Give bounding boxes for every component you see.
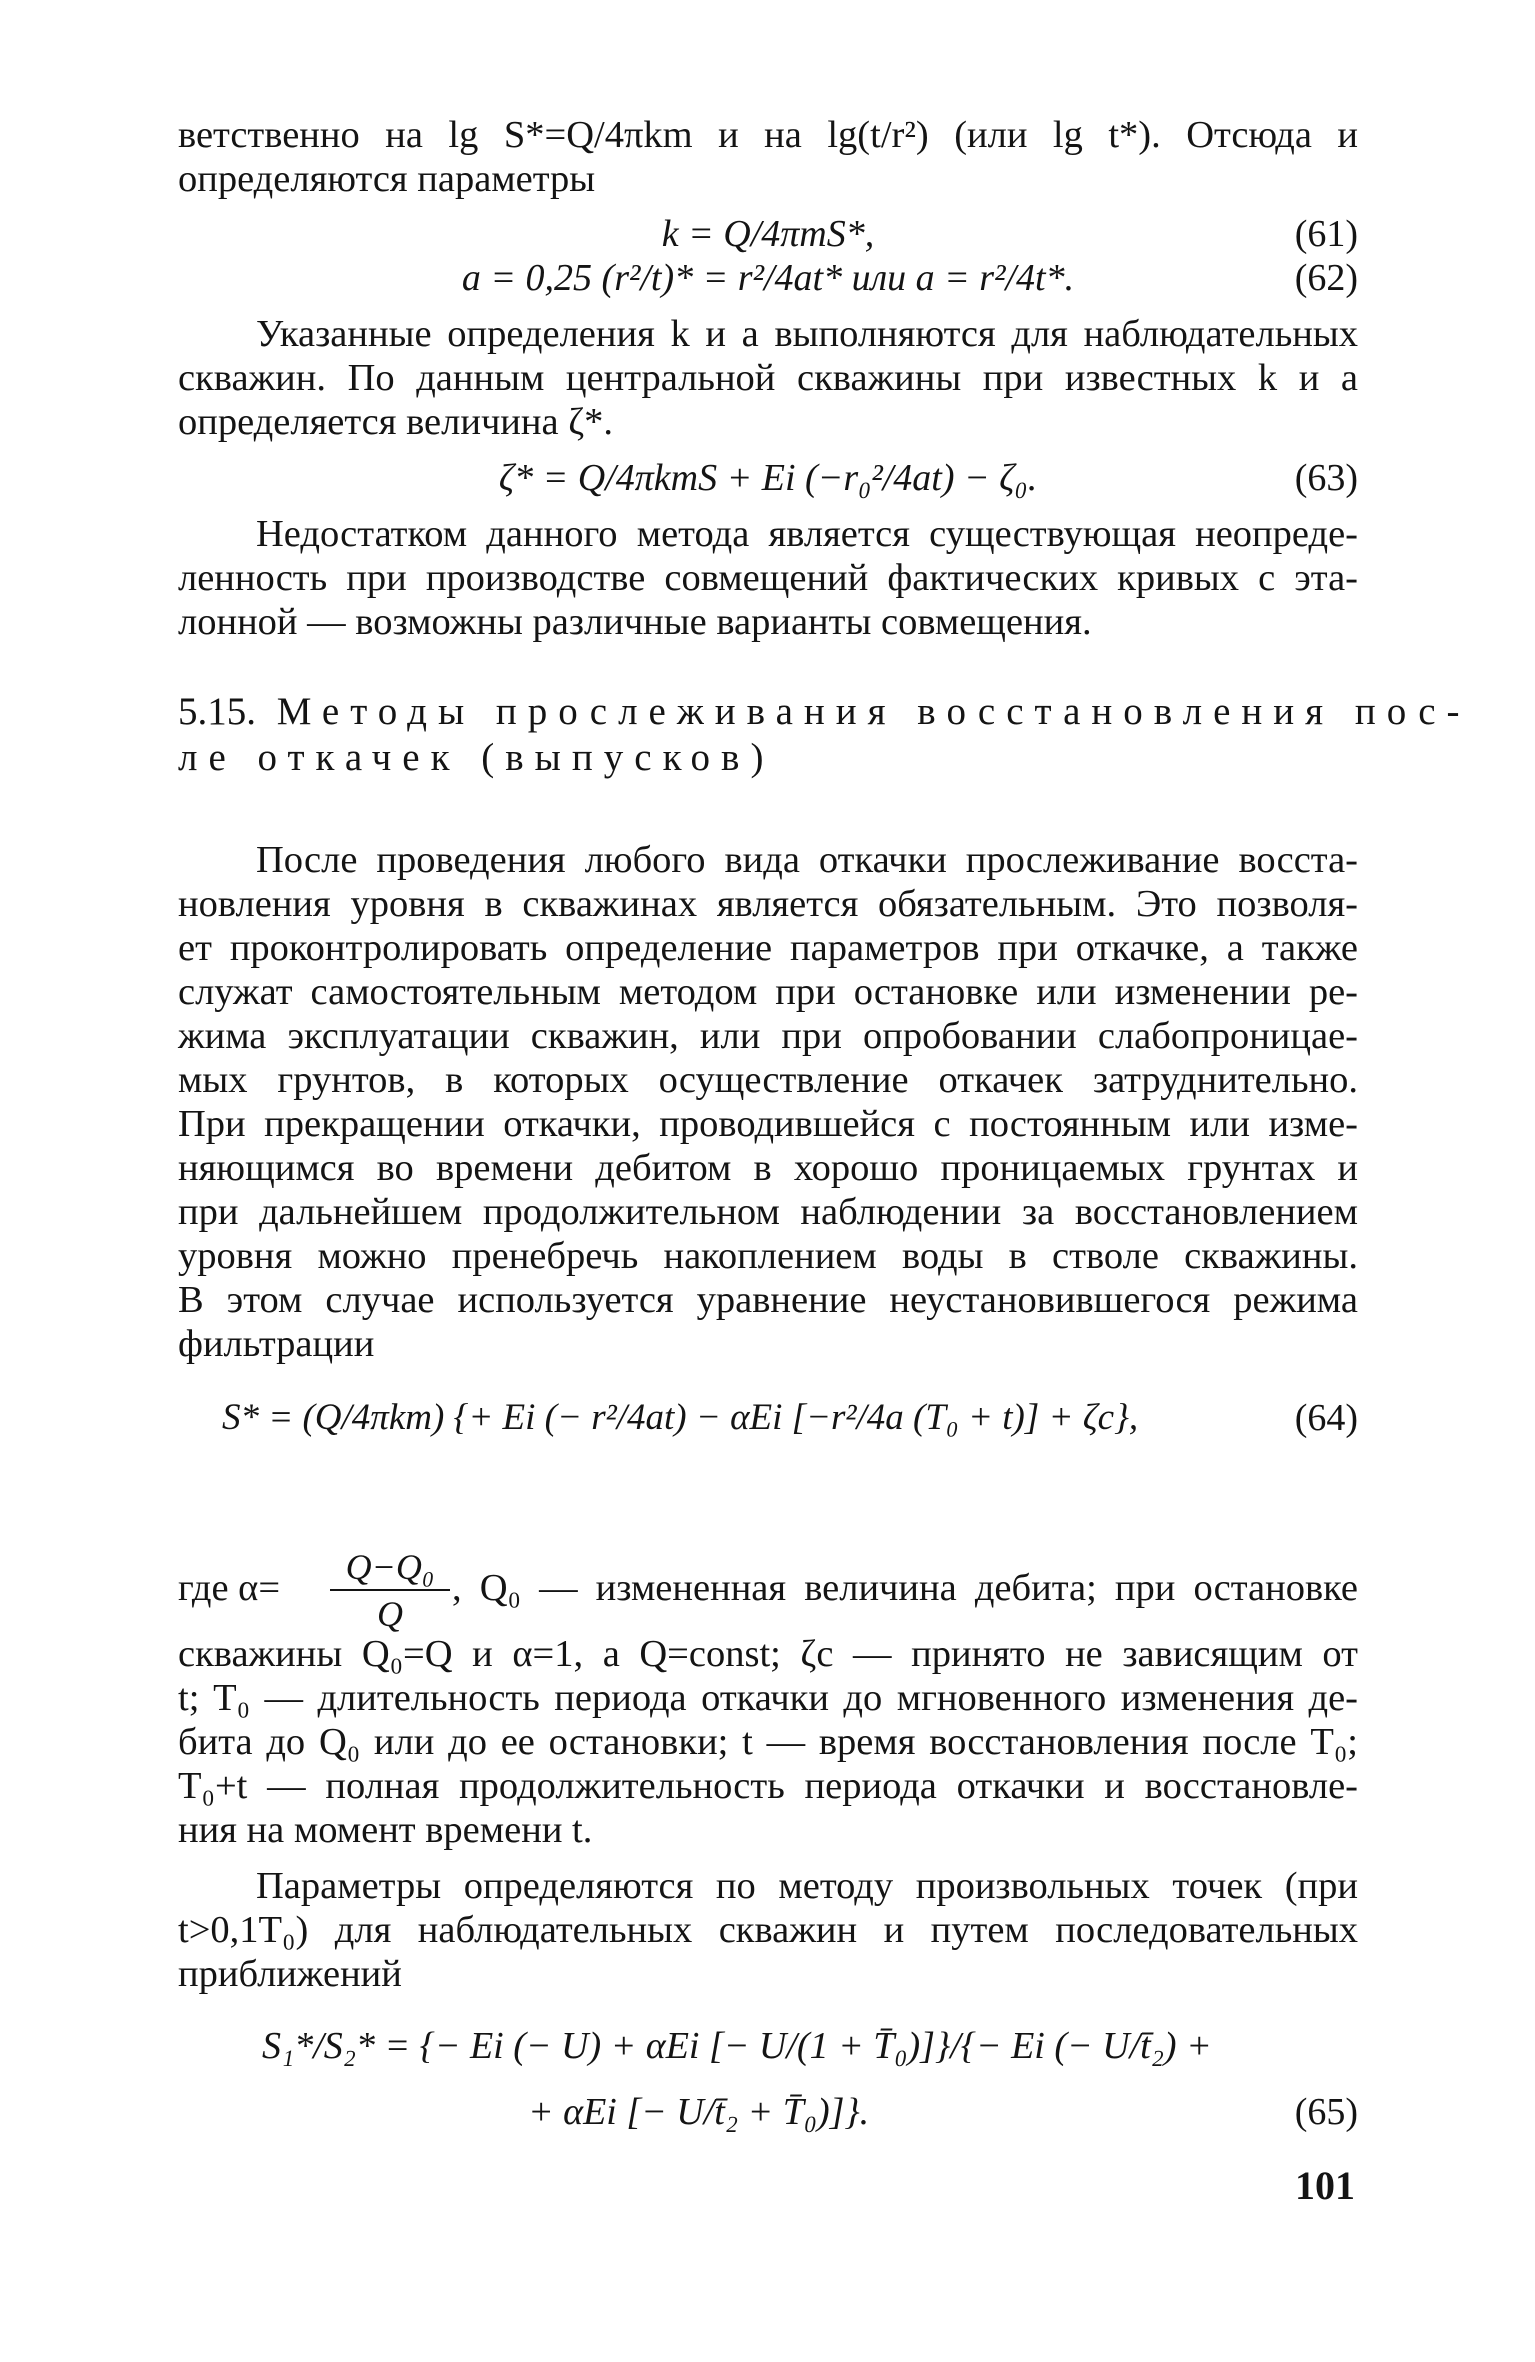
text-line: ет проконтролировать определение параметров при откачке, а также <box>178 927 1358 969</box>
equation-62: a = 0,25 (r²/t)* = r²/4at* или a = r²/4t*. <box>461 257 1075 299</box>
text-line: уровня можно пренебречь накоплением воды в стволе скважины. <box>178 1235 1358 1277</box>
equation-number: (61) <box>1294 213 1358 255</box>
equation-number: (62) <box>1294 257 1358 299</box>
text-line: Недостатком данного метода является существующая неопреде- <box>256 513 1358 555</box>
text-line: ния на момент времени t. <box>178 1809 593 1851</box>
text-line: определяется величина ζ*. <box>178 401 614 443</box>
text-line: лонной — возможны различные варианты совмещения. <box>178 601 1092 643</box>
alpha-prefix: где α= <box>178 1567 281 1609</box>
text-line: приближений <box>178 1953 402 1995</box>
text-line: служат самостоятельным методом при остановке или изменении ре- <box>178 971 1358 1013</box>
equation-number: (64) <box>1294 1397 1358 1439</box>
text-line: t; T₀ — длительность периода откачки до мгновенного изменения де- <box>178 1677 1358 1719</box>
text-line: В этом случае используется уравнение неустановившегося режима <box>178 1279 1358 1321</box>
text-line: жима эксплуатации скважин, или при опробовании слабопроницае- <box>178 1015 1358 1057</box>
text-line: при дальнейшем продолжительном наблюдении за восстановлением <box>178 1191 1358 1233</box>
equation-63: ζ* = Q/4πkmS + Ei (−r₀²/4at) − ζ₀. <box>498 457 1038 499</box>
section-number: 5.15. <box>178 690 256 733</box>
text-line: фильтрации <box>178 1323 375 1365</box>
alpha-fraction <box>330 1545 450 1637</box>
equation-65-part2: + αEi [− U/t̄₂ + T̄₀)]}. <box>528 2091 870 2133</box>
text-line: После проведения любого вида откачки прослеживание восста- <box>256 839 1358 881</box>
section-heading <box>178 690 1471 734</box>
page-number: 101 <box>1295 2163 1355 2208</box>
text-line: t>0,1T₀) для наблюдательных скважин и путем последовательных <box>178 1909 1358 1951</box>
text-line: При прекращении откачки, проводившейся с постоянным или изме- <box>178 1103 1358 1145</box>
section-heading-cont: ле откачек (выпусков) <box>178 736 775 779</box>
equation-64: S* = (Q/4πkm) {+ Ei (− r²/4at) − αEi [−r²/4a (T₀ + t)] + ζc}, <box>222 1397 1139 1438</box>
equation-61: k = Q/4πmS*, <box>661 213 875 255</box>
fraction-denominator: Q <box>377 1594 403 1634</box>
text-line: определяются параметры <box>178 158 596 200</box>
text-line: скважины Q₀=Q и α=1, а Q=const; ζc — принято не зависящим от <box>178 1633 1358 1675</box>
text-line: скважин. По данным центральной скважины при известных k и a <box>178 357 1358 399</box>
text-line: Указанные определения k и a выполняются для наблюдательных <box>256 313 1358 355</box>
fraction-numerator: Q−Q₀ <box>330 1545 450 1591</box>
text-line: бита до Q₀ или до ее остановки; t — время восстановления после T₀; <box>178 1721 1358 1763</box>
text-line: ленность при производстве совмещений фактических кривых с эта- <box>178 557 1358 599</box>
equation-65-part1: S₁*/S₂* = {− Ei (− U) + αEi [− U/(1 + T̄₀)]}/{− Ei (− U/t̄₂) + <box>262 2025 1212 2067</box>
text-line: няющимся во времени дебитом в хорошо проницаемых грунтах и <box>178 1147 1358 1189</box>
equation-number: (63) <box>1294 457 1358 499</box>
section-title: Методы прослеживания восстановления пос- <box>276 690 1471 733</box>
text-line: , Q₀ — измененная величина дебита; при остановке <box>452 1567 1358 1609</box>
text-line: мых грунтов, в которых осуществление откачек затруднительно. <box>178 1059 1358 1101</box>
text-line: новления уровня в скважинах является обязательным. Это позволя- <box>178 883 1358 925</box>
equation-number: (65) <box>1294 2091 1358 2133</box>
text-line: T₀+t — полная продолжительность периода откачки и восстановле- <box>178 1765 1358 1807</box>
text-line: Параметры определяются по методу произвольных точек (при <box>256 1865 1358 1907</box>
text-line: ветственно на lg S*=Q/4πkm и на lg(t/r²) (или lg t*). Отсюда и <box>178 114 1358 156</box>
